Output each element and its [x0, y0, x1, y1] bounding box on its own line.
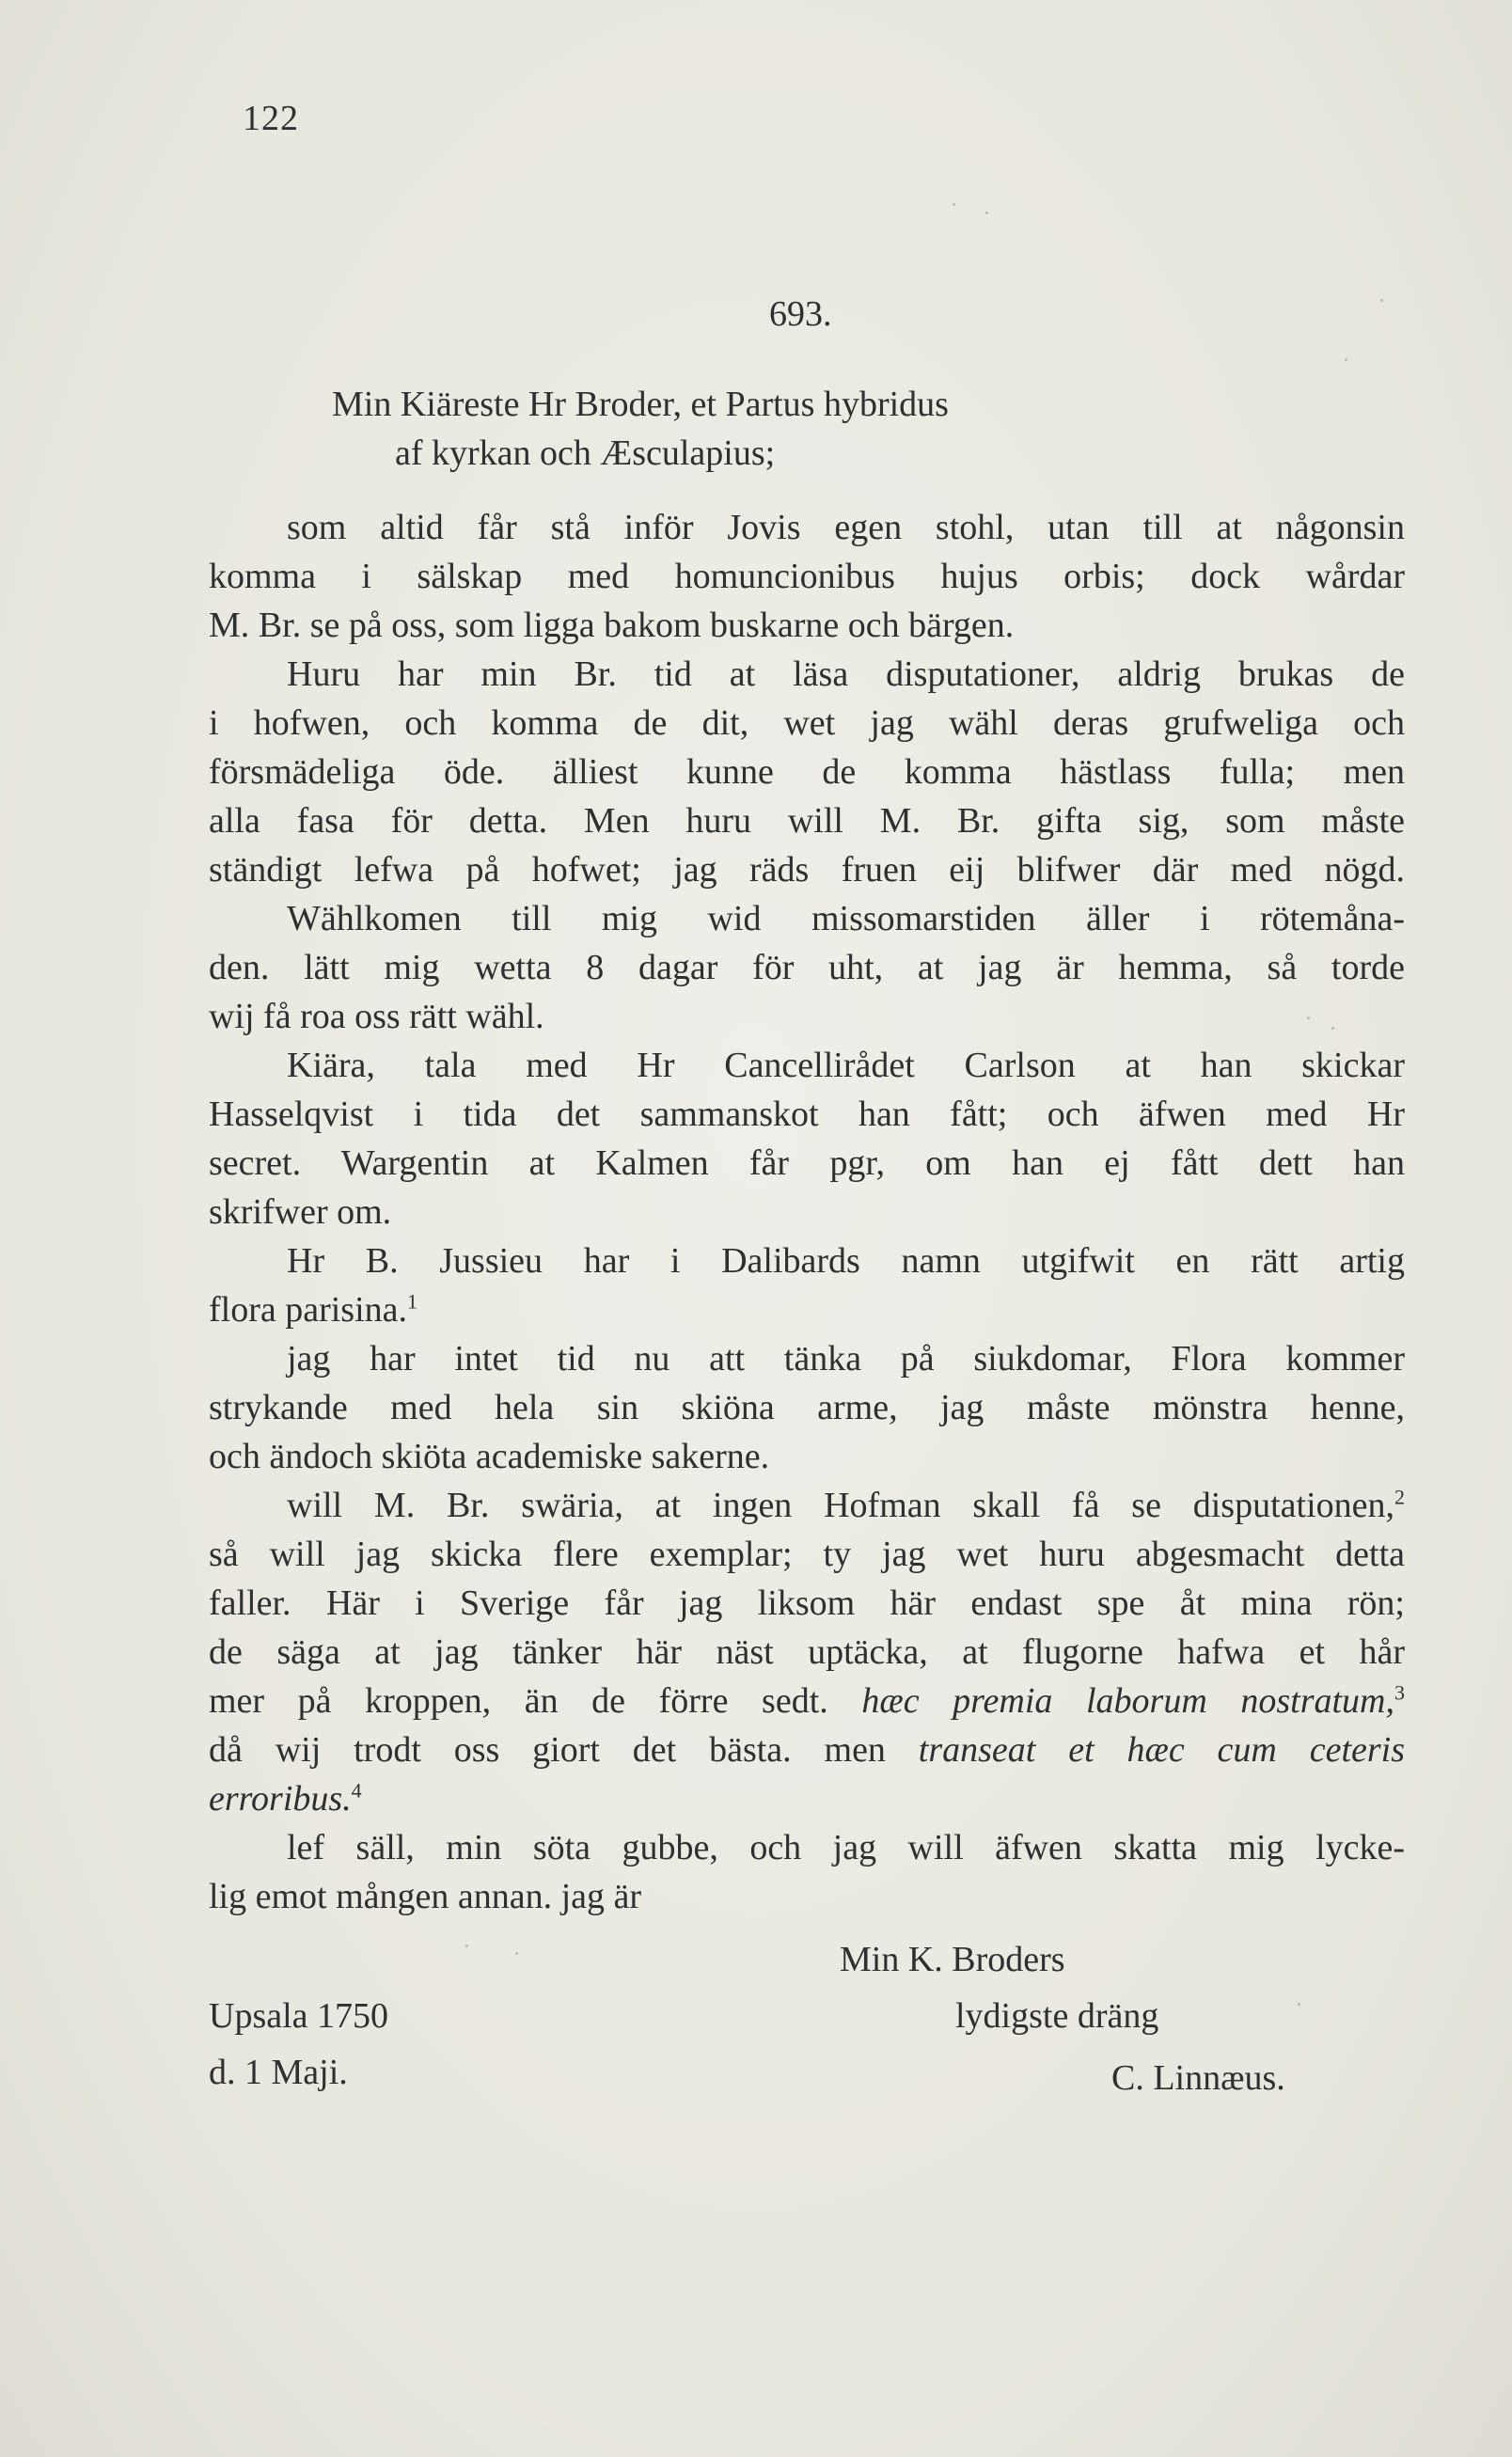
body-line — [209, 1677, 1405, 1725]
paper-speck — [1345, 358, 1347, 361]
body-line: så will jag skicka flere exemplar; ty jag wet huru abgesmacht detta — [209, 1535, 1405, 1574]
body-line — [287, 1481, 1405, 1530]
body-line — [209, 1725, 1405, 1774]
paper-speck — [1298, 2003, 1300, 2006]
body-line: lef säll, min söta gubbe, och jag will äfwen skatta mig lycke- — [287, 1828, 1405, 1867]
paper-speck — [953, 203, 955, 206]
body-line: Huru har min Br. tid at läsa disputationer, aldrig brukas de — [287, 654, 1405, 694]
latin-phrase: hæc premia laborum nostratum, — [861, 1681, 1394, 1721]
paper-speck — [515, 1952, 518, 1955]
body-line: wij få roa oss rätt wähl. — [209, 997, 544, 1036]
body-line — [209, 1285, 1405, 1334]
body-line: alla fasa för detta. Men huru will M. Br. gifta sig, som måste — [209, 801, 1405, 841]
closing-line-2: lydigste dräng — [955, 1996, 1159, 2036]
paper-speck — [1380, 299, 1383, 302]
body-line: försmädeliga öde. älliest kunne de komma hästlass fulla; men — [209, 752, 1405, 792]
closing-line-1: Min K. Broders — [840, 1940, 1065, 1979]
footnote-mark: 2 — [1394, 1485, 1405, 1509]
body-line-text: mer på kroppen, än de förre sedt. — [209, 1681, 828, 1721]
body-line: som altid får stå inför Jovis egen stohl, utan till at någonsin — [287, 508, 1405, 547]
letter-number: 693. — [769, 294, 832, 334]
paper-speck — [1307, 1016, 1310, 1019]
body-line: jag har intet tid nu att tänka på siukdomar, Flora kommer — [287, 1339, 1405, 1378]
body-line: Hasselqvist i tida det sammanskot han fått; och äfwen med Hr — [209, 1095, 1405, 1134]
paper-speck — [465, 1945, 468, 1947]
page-number: 122 — [243, 99, 299, 138]
footnote-mark: 4 — [351, 1778, 362, 1803]
body-line-text: will M. Br. swäria, at ingen Hofman skall få se disputationen, — [287, 1486, 1394, 1525]
body-line — [209, 1774, 1405, 1823]
body-line: strykande med hela sin skiöna arme, jag måste mönstra henne, — [209, 1388, 1405, 1427]
latin-phrase: erroribus. — [209, 1779, 352, 1819]
body-line: Hr B. Jussieu har i Dalibards namn utgifwit en rätt artig — [287, 1241, 1405, 1281]
body-line: komma i sälskap med homuncionibus hujus orbis; dock wårdar — [209, 557, 1405, 596]
body-line: lig emot mången annan. jag är — [209, 1877, 642, 1916]
body-line: och ändoch skiöta academiske sakerne. — [209, 1437, 770, 1476]
body-line: Wählkomen till mig wid missomarstiden äller i rötemåna- — [287, 899, 1405, 938]
body-line: skrifwer om. — [209, 1192, 392, 1232]
footnote-mark: 1 — [407, 1289, 418, 1314]
body-line: Kiära, tala med Hr Cancellirådet Carlson at han skickar — [287, 1046, 1405, 1085]
body-line: secret. Wargentin at Kalmen får pgr, om han ej fått dett han — [209, 1143, 1405, 1183]
body-line: i hofwen, och komma de dit, wet jag wähl deras grufweliga och — [209, 703, 1405, 743]
closing-date: d. 1 Maji. — [209, 2053, 348, 2092]
paper-speck — [1331, 1027, 1334, 1030]
body-line-text: då wij trodt oss giort det bästa. men — [209, 1730, 886, 1770]
body-line: M. Br. se på oss, som ligga bakom buskarne och bärgen. — [209, 606, 1015, 645]
body-line: ständigt lefwa på hofwet; jag räds fruen eij blifwer där med nögd. — [209, 850, 1405, 890]
latin-phrase: transeat et hæc cum ceteris — [918, 1730, 1406, 1770]
paper-speck — [985, 212, 988, 214]
salutation-line-2: af kyrkan och Æsculapius; — [395, 433, 776, 473]
footnote-mark: 3 — [1394, 1680, 1405, 1705]
body-line-text: flora parisina. — [209, 1290, 408, 1330]
body-line: faller. Här i Sverige får jag liksom här endast spe åt mina rön; — [209, 1583, 1405, 1623]
signature: C. Linnæus. — [1111, 2058, 1285, 2098]
salutation-line-1: Min Kiäreste Hr Broder, et Partus hybridus — [332, 385, 949, 424]
body-line: den. lätt mig wetta 8 dagar för uht, at jag är hemma, så torde — [209, 948, 1405, 987]
closing-place: Upsala 1750 — [209, 1996, 389, 2036]
body-line: de säga at jag tänker här näst uptäcka, at flugorne hafwa et hår — [209, 1632, 1405, 1672]
